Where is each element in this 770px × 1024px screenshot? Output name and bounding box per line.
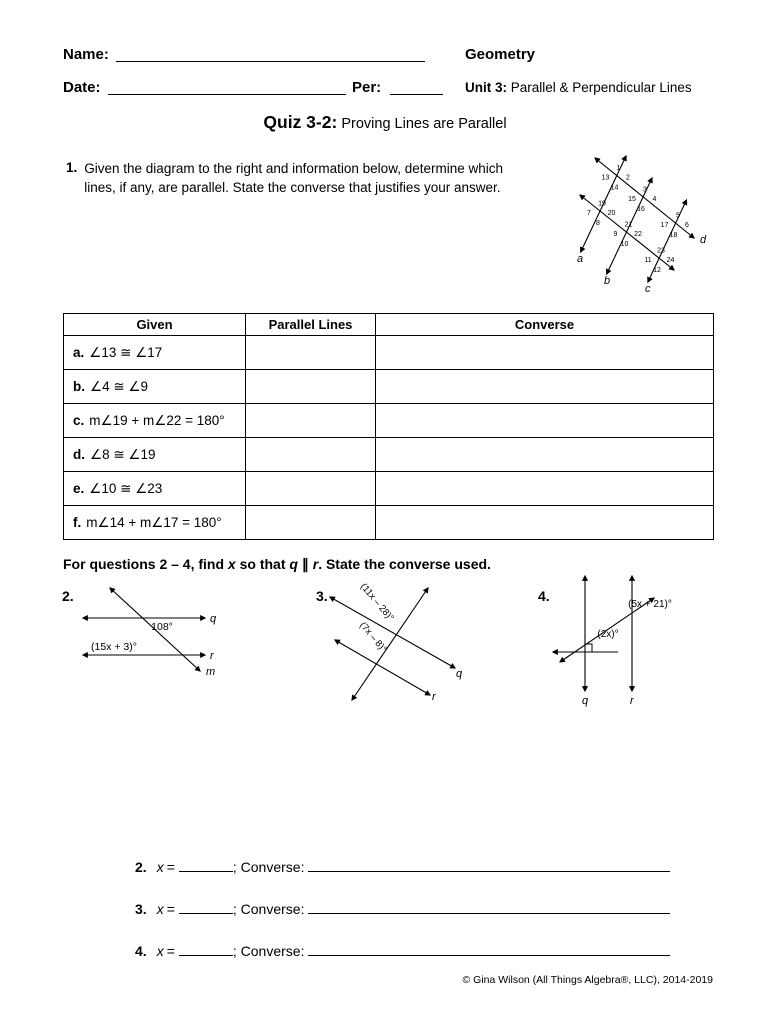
question-1-prompt: Given the diagram to the right and information below, determine which lines, if any, are parallel. State the converse that justifies your answer.: [84, 161, 503, 195]
angle-8: 8: [596, 220, 600, 227]
q4-diagram: [548, 571, 673, 709]
answer-number: 3.: [135, 901, 147, 917]
converse-label: ; Converse:: [232, 859, 305, 875]
equals-sign: =: [166, 943, 175, 959]
given-statement: ∠10 ≅ ∠23: [89, 480, 163, 496]
question-4-number: 4.: [538, 588, 550, 604]
angle-10: 10: [620, 241, 629, 248]
angle-13: 13: [601, 174, 610, 182]
line-a-label: a: [577, 253, 584, 265]
answer-row-4: [135, 940, 670, 959]
line-q: [330, 597, 455, 668]
page-title: [0, 112, 770, 133]
given-statement: m∠14 + m∠17 = 180°: [86, 514, 222, 530]
angle-20: 20: [607, 210, 616, 217]
angle-16: 16: [637, 206, 645, 213]
quiz-subtitle: Proving Lines are Parallel: [337, 116, 507, 132]
answer-parallel-d[interactable]: [246, 438, 376, 472]
x-answer-blank-4[interactable]: [179, 940, 233, 956]
converse-answer-blank-2[interactable]: [308, 856, 670, 872]
angle-24: 24: [666, 257, 675, 264]
answer-converse-a[interactable]: [376, 336, 714, 370]
footer-credit: © Gina Wilson (All Things Algebra®, LLC), 2014-2019: [462, 974, 713, 986]
question-1: [66, 160, 536, 197]
converse-label: ; Converse:: [232, 901, 305, 917]
instruction-text: so that: [235, 556, 290, 572]
right-angle-mark: [585, 644, 592, 652]
line-m-label: m: [206, 666, 216, 678]
angle-7x8-label: (7x – 8)°: [357, 620, 389, 655]
given-statement: m∠19 + m∠22 = 180°: [89, 412, 225, 428]
var-x: x: [156, 859, 164, 875]
table-row: [64, 472, 714, 506]
given-table: [63, 313, 714, 540]
name-blank-line[interactable]: [116, 44, 425, 62]
unit-label: Unit 3:: [465, 80, 507, 95]
answer-number: 4.: [135, 943, 147, 959]
answer-parallel-f[interactable]: [246, 506, 376, 540]
var-x: x: [156, 943, 164, 959]
angle-108-label: 108°: [151, 621, 173, 633]
var-q: q: [289, 556, 298, 572]
given-statement: ∠8 ≅ ∠19: [90, 446, 156, 462]
converse-answer-blank-4[interactable]: [308, 940, 670, 956]
line-d-label: d: [700, 234, 707, 246]
line-b-label: b: [604, 275, 611, 287]
angle-5x21-label: (5x + 21)°: [628, 599, 672, 610]
angle-3: 3: [643, 186, 647, 194]
q1-diagram: [570, 148, 720, 298]
line-r-label: r: [630, 695, 634, 707]
answer-parallel-b[interactable]: [246, 370, 376, 404]
answer-converse-c[interactable]: [376, 404, 714, 438]
angle-1: 1: [616, 165, 621, 172]
answer-parallel-e[interactable]: [246, 472, 376, 506]
date-blank-line[interactable]: [108, 77, 346, 95]
table-row: [64, 336, 714, 370]
answer-converse-e[interactable]: [376, 472, 714, 506]
angle-15: 15: [628, 196, 636, 203]
given-c: [64, 404, 246, 438]
angle-5: 5: [676, 212, 680, 220]
table-header-row: [64, 314, 714, 336]
line-q-label: q: [582, 695, 589, 707]
q3-diagram: [328, 579, 473, 707]
header-converse: Converse: [376, 314, 714, 336]
answer-converse-b[interactable]: [376, 370, 714, 404]
answer-converse-d[interactable]: [376, 438, 714, 472]
converse-label: ; Converse:: [232, 943, 305, 959]
angle-11x28-label: (11x – 28)°: [357, 581, 396, 624]
line-c-label: c: [645, 283, 651, 295]
transversal-line: [580, 195, 674, 270]
row-letter: e.: [73, 480, 85, 496]
unit-rest: Parallel & Perpendicular Lines: [507, 80, 692, 95]
header-parallel-lines: Parallel Lines: [246, 314, 376, 336]
angle-11: 11: [644, 257, 652, 264]
given-statement: ∠13 ≅ ∠17: [89, 344, 163, 360]
line-r-label: r: [210, 650, 214, 662]
given-f: [64, 506, 246, 540]
x-answer-blank-3[interactable]: [179, 898, 233, 914]
var-x: x: [156, 901, 164, 917]
angle-17: 17: [660, 222, 669, 229]
converse-answer-blank-3[interactable]: [308, 898, 670, 914]
answer-row-3: [135, 898, 670, 917]
equals-sign: =: [166, 859, 175, 875]
answer-row-2: [135, 856, 670, 875]
unit-title: [465, 80, 692, 95]
answer-parallel-a[interactable]: [246, 336, 376, 370]
transversal-line: [352, 588, 428, 700]
line-d: [595, 158, 694, 238]
instruction-text: For questions 2 – 4, find: [63, 556, 228, 572]
header-given: Given: [64, 314, 246, 336]
line-q-label: q: [456, 668, 463, 680]
question-1-number: 1.: [66, 160, 78, 175]
angle-21: 21: [624, 221, 633, 229]
question-3-number: 3.: [316, 588, 328, 604]
parallel-symbol: ∥: [297, 556, 313, 572]
angle-19: 19: [598, 200, 606, 208]
angle-18: 18: [669, 232, 678, 239]
row-letter: f.: [73, 514, 82, 530]
per-blank-line[interactable]: [390, 77, 443, 95]
date-label: Date:: [63, 79, 101, 96]
given-d: [64, 438, 246, 472]
table-row: [64, 404, 714, 438]
angle-7: 7: [587, 210, 591, 217]
angle-2x-label: (2x)°: [597, 629, 619, 640]
x-answer-blank-2[interactable]: [179, 856, 233, 872]
var-x: x: [227, 556, 236, 572]
name-label: Name:: [63, 46, 109, 63]
row-letter: b.: [73, 378, 85, 394]
per-label: Per:: [352, 79, 382, 96]
answer-converse-f[interactable]: [376, 506, 714, 540]
row-letter: d.: [73, 446, 85, 462]
table-row: [64, 506, 714, 540]
q2-diagram: [66, 581, 221, 696]
given-statement: ∠4 ≅ ∠9: [90, 378, 149, 394]
equals-sign: =: [166, 901, 175, 917]
given-b: [64, 370, 246, 404]
given-a: [64, 336, 246, 370]
table-row: [64, 438, 714, 472]
row-letter: c.: [73, 412, 85, 428]
answer-parallel-c[interactable]: [246, 404, 376, 438]
line-q-label: q: [210, 613, 217, 625]
section-instruction: [63, 556, 491, 573]
angle-12: 12: [653, 267, 661, 274]
angle-23: 23: [657, 247, 665, 255]
angle-4: 4: [652, 196, 657, 203]
instruction-text: . State the converse used.: [318, 556, 491, 572]
table-row: [64, 370, 714, 404]
angle-15x3-label: (15x + 3)°: [91, 641, 137, 653]
quiz-number: Quiz 3-2:: [263, 112, 338, 132]
line-r-label: r: [432, 691, 436, 703]
angle-9: 9: [613, 231, 618, 238]
angle-22: 22: [634, 231, 642, 238]
question-2-number: 2.: [62, 588, 74, 604]
angle-14: 14: [610, 184, 619, 192]
row-letter: a.: [73, 344, 85, 360]
course-title: Geometry: [465, 46, 536, 63]
given-e: [64, 472, 246, 506]
angle-6: 6: [685, 222, 689, 229]
answer-number: 2.: [135, 859, 147, 875]
var-r: r: [312, 556, 319, 572]
angle-2: 2: [626, 174, 630, 182]
